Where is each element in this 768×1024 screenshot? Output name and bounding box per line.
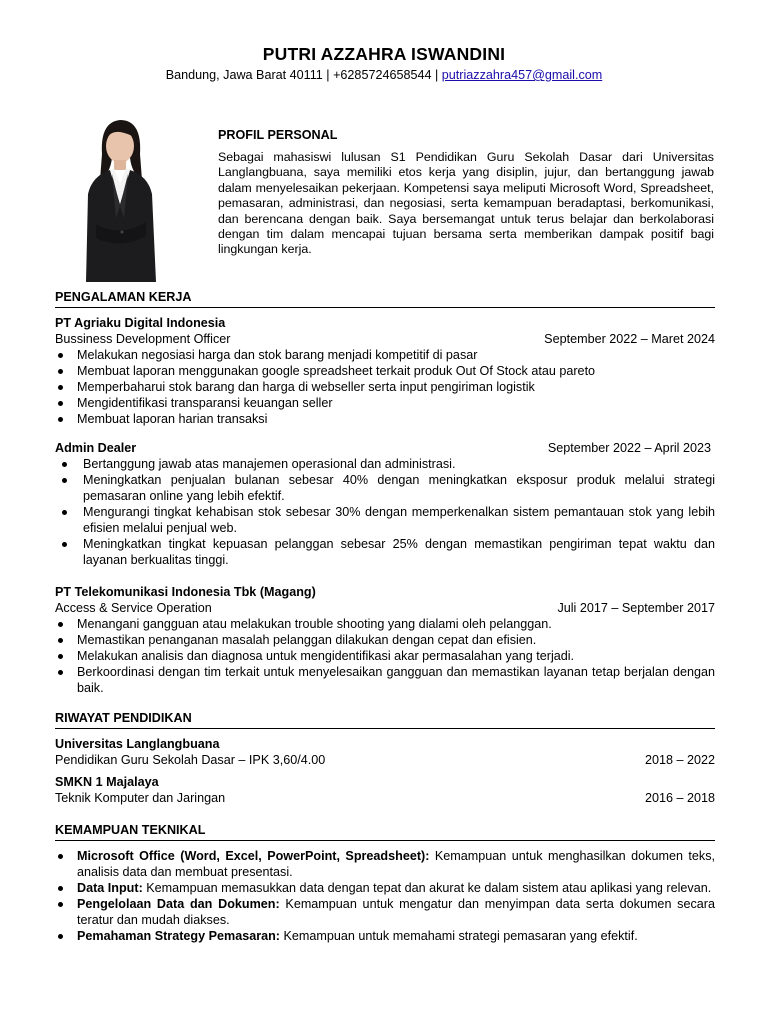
education-period: 2018 – 2022	[644, 753, 715, 767]
list-item: Memperbaharui stok barang dan harga di webseller serta input pengiriman logistik	[55, 379, 715, 395]
job-company: PT Telekomunikasi Indonesia Tbk (Magang)	[55, 585, 316, 599]
education-period: 2016 – 2018	[644, 791, 715, 805]
experience-section-title: PENGALAMAN KERJA	[55, 290, 715, 308]
profile-section	[218, 128, 714, 258]
job-entry	[55, 315, 715, 427]
skills-section-title: KEMAMPUAN TEKNIKAL	[55, 823, 715, 841]
job-duties	[55, 616, 715, 696]
list-item: Melakukan analisis dan diagnosa untuk mengidentifikasi akar permasalahan yang terjadi.	[55, 648, 715, 664]
job-entry	[55, 440, 715, 568]
list-item	[55, 928, 715, 944]
skill-label: Pengelolaan Data dan Dokumen:	[77, 897, 280, 911]
list-item: Berkoordinasi dengan tim terkait untuk menyelesaikan gangguan dan memastikan layanan tetap berjalan dengan baik.	[55, 664, 715, 696]
profile-title: PROFIL PERSONAL	[218, 128, 338, 142]
contact-address-phone: Bandung, Jawa Barat 40111 | +6285724658544 |	[165, 68, 442, 82]
education-row	[55, 752, 715, 768]
job-period: September 2022 – Maret 2024	[544, 332, 715, 346]
education-entry	[55, 736, 715, 768]
profile-photo	[72, 114, 168, 282]
list-item: Meningkatkan penjualan bulanan sebesar 40% dengan meningkatkan eksposur produk melalui strategi pemasaran online yang lebih efektif.	[55, 472, 715, 504]
list-item	[55, 848, 715, 880]
education-entry	[55, 774, 715, 806]
job-role-row	[55, 440, 715, 456]
education-section-title: RIWAYAT PENDIDIKAN	[55, 711, 715, 729]
list-item: Menangani gangguan atau melakukan trouble shooting yang dialami oleh pelanggan.	[55, 616, 715, 632]
list-item: Melakukan negosiasi harga dan stok barang menjadi kompetitif di pasar	[55, 347, 715, 363]
job-period: Juli 2017 – September 2017	[557, 601, 715, 615]
school-name: SMKN 1 Majalaya	[55, 775, 159, 789]
job-company: Admin Dealer	[55, 441, 137, 455]
profile-text: Sebagai mahasiswi lulusan S1 Pendidikan Guru Sekolah Dasar dari Universitas Langlangbuana, saya memiliki etos kerja yang disiplin, jujur, dan bertanggung jawab dalam menyelesaikan pekerjaan. Kompetensi saya meliputi Microsoft Word, Spreadsheet, pemasaran, administrasi, dan negosiasi, serta kemampuan beradaptasi, berkomunikasi, dan berencana dengan baik. Saya bersemangat untuk terus belajar dan berkolaborasi dengan tim dalam mencapai tujuan bersama serta memberikan dampak positif bagi lingkungan kerja.	[218, 150, 714, 257]
list-item: Mengidentifikasi transparansi keuangan seller	[55, 395, 715, 411]
skills-list	[55, 848, 715, 944]
job-role-row	[55, 331, 715, 347]
skill-text: Kemampuan untuk memahami strategi pemasaran yang efektif.	[280, 929, 638, 943]
skill-text: Kemampuan untuk menghasilkan dokumen teks, analisis data dan membuat presentasi.	[77, 849, 715, 879]
list-item: Mengurangi tingkat kehabisan stok sebesar 30% dengan memperkenalkan sistem pemantauan stok yang lebih efisien melalui penjual web.	[55, 504, 715, 536]
candidate-name: PUTRI AZZAHRA ISWANDINI	[262, 44, 506, 64]
skill-text: Kemampuan memasukkan data dengan tepat dan akurat ke dalam sistem atau aplikasi yang relevan.	[142, 881, 712, 895]
skills-list-block	[55, 848, 715, 944]
list-item: Meningkatkan tingkat kepuasan pelanggan sebesar 25% dengan memastikan pengiriman tepat waktu dan layanan berkualitas tinggi.	[55, 536, 715, 568]
job-role-row	[55, 600, 715, 616]
list-item	[55, 896, 715, 928]
job-period: September 2022 – April 2023	[547, 441, 711, 455]
job-duties	[55, 456, 715, 568]
job-role: Access & Service Operation	[55, 601, 212, 615]
list-item	[55, 880, 715, 896]
job-role: Bussiness Development Officer	[55, 332, 231, 346]
list-item: Memastikan penanganan masalah pelanggan dilakukan dengan cepat dan efisien.	[55, 632, 715, 648]
skill-label: Microsoft Office (Word, Excel, PowerPoint, Spreadsheet):	[77, 849, 430, 863]
skill-label: Pemahaman Strategy Pemasaran:	[77, 929, 280, 943]
job-duties	[55, 347, 715, 427]
study-program: Pendidikan Guru Sekolah Dasar – IPK 3,60/4.00	[55, 753, 326, 767]
list-item: Bertanggung jawab atas manajemen operasional dan administrasi.	[55, 456, 715, 472]
contact-line	[0, 67, 768, 83]
resume-header	[0, 44, 768, 83]
list-item: Membuat laporan harian transaksi	[55, 411, 715, 427]
study-program: Teknik Komputer dan Jaringan	[55, 791, 226, 805]
education-row	[55, 790, 715, 806]
school-name: Universitas Langlangbuana	[55, 737, 220, 751]
job-entry	[55, 584, 715, 696]
skill-text: Kemampuan untuk mengatur dan menyimpan data serta dokumen secara teratur dan mudah diakses.	[77, 897, 715, 927]
list-item: Membuat laporan menggunakan google spreadsheet terkait produk Out Of Stock atau pareto	[55, 363, 715, 379]
skill-label: Data Input:	[77, 881, 143, 895]
email-link[interactable]: putriazzahra457@gmail.com	[441, 68, 603, 82]
job-company: PT Agriaku Digital Indonesia	[55, 316, 226, 330]
